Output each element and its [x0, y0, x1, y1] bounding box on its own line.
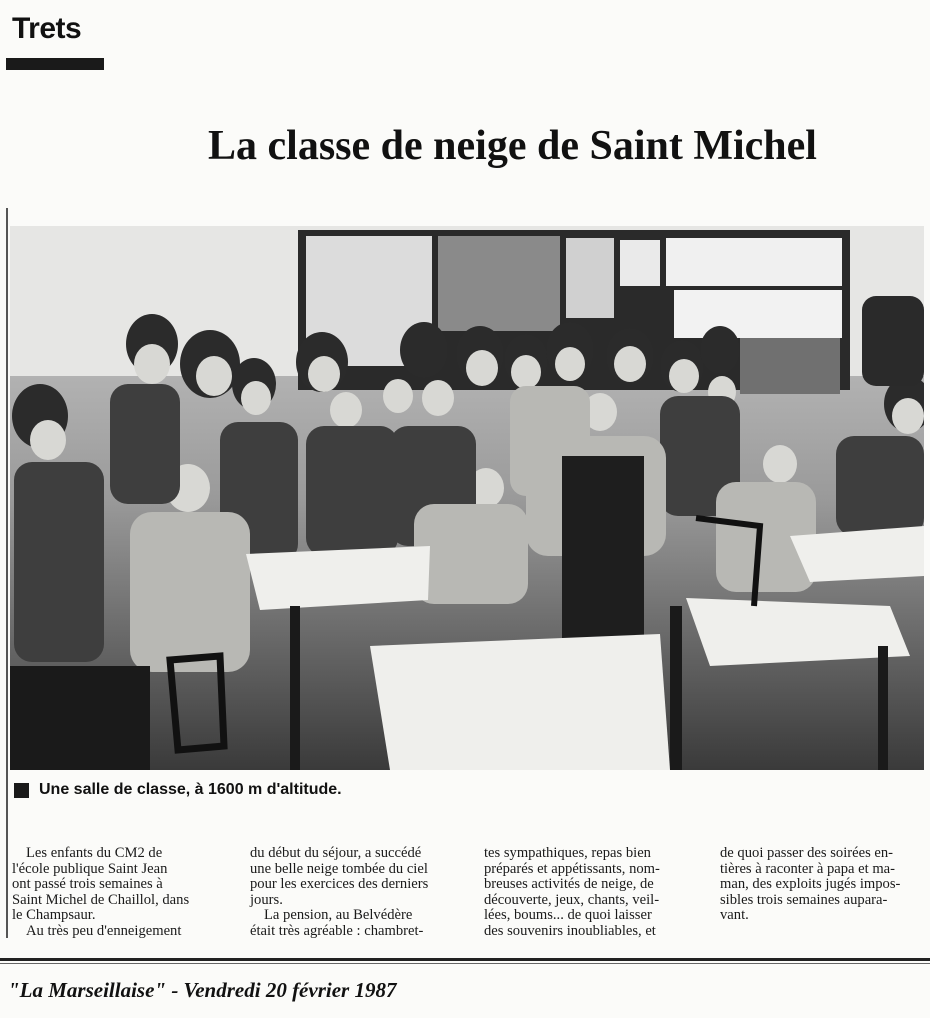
- col2-line-5: La pension, au Belvédère: [264, 907, 413, 924]
- col1-line-1: Les enfants du CM2 de: [26, 845, 163, 861]
- left-margin-rule: [6, 208, 8, 938]
- col3-line-4: découverte, jeux, chants, veil-: [484, 891, 660, 908]
- photo-caption: [14, 781, 342, 799]
- col1-line-3: ont passé trois semaines à: [12, 876, 163, 893]
- section-label: Trets: [12, 12, 82, 45]
- col4-line-5: vant.: [720, 907, 749, 924]
- class-photo: [10, 226, 924, 770]
- col3-line-5: lées, boums... de quoi laisser: [484, 907, 652, 924]
- footer-rule-thin: [0, 963, 930, 964]
- article-column-4: [720, 846, 928, 924]
- caption-square-icon: [14, 783, 29, 798]
- article-column-1: [12, 846, 220, 940]
- col3-line-1: tes sympathiques, repas bien: [484, 845, 651, 861]
- article-column-2: [250, 846, 458, 940]
- col4-line-3: man, des exploits jugés impos-: [720, 876, 901, 893]
- col1-line-5: le Champsaur.: [12, 907, 96, 924]
- footer-source: "La Marseillaise" - Vendredi 20 février 1987: [8, 978, 397, 1002]
- section-bar: [6, 58, 104, 70]
- col4-line-1: de quoi passer des soirées en-: [720, 845, 894, 861]
- col4-line-4: sibles trois semaines aupara-: [720, 891, 888, 908]
- col2-line-2: une belle neige tombée du ciel: [250, 860, 428, 877]
- article-body: [12, 846, 930, 942]
- col2-line-6: était très agréable : chambret-: [250, 922, 424, 939]
- col1-line-2: l'école publique Saint Jean: [12, 860, 168, 877]
- col2-line-4: jours.: [250, 891, 283, 908]
- article-column-3: [484, 846, 692, 940]
- article-headline: La classe de neige de Saint Michel: [208, 123, 817, 170]
- col3-line-6: des souvenirs inoubliables, et: [484, 922, 656, 939]
- col2-line-1: du début du séjour, a succédé: [250, 845, 422, 861]
- caption-text: Une salle de classe, à 1600 m d'altitude.: [39, 781, 342, 798]
- footer-rule: [0, 958, 930, 961]
- col4-line-2: tières à raconter à papa et ma-: [720, 860, 896, 877]
- col2-line-3: pour les exercices des derniers: [250, 876, 429, 893]
- col1-line-4: Saint Michel de Chaillol, dans: [12, 891, 190, 908]
- col3-line-2: préparés et appétissants, nom-: [484, 860, 660, 877]
- col1-line-6: Au très peu d'enneigement: [26, 922, 182, 939]
- col3-line-3: breuses activités de neige, de: [484, 876, 654, 893]
